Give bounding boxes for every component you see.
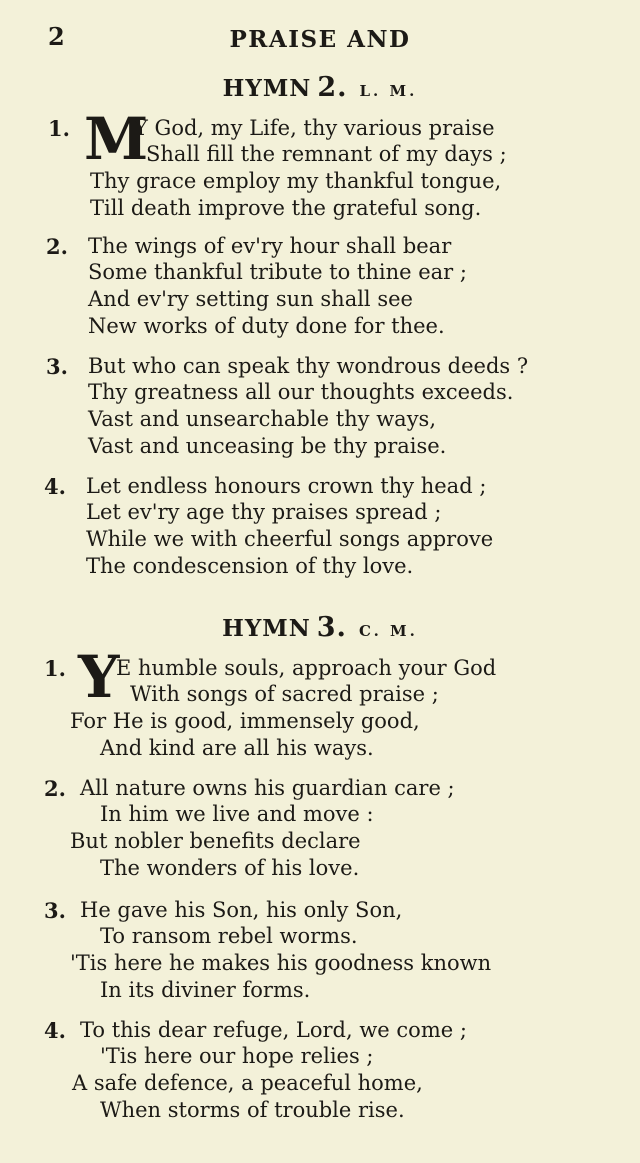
verse-line: New works of duty done for thee.	[88, 314, 445, 338]
verse-line: While we with cheerful songs approve	[86, 527, 494, 551]
page-number: 2	[48, 22, 65, 51]
hymn-meter: C. M.	[358, 622, 418, 640]
verse-line: Shall fill the remnant of my days ;	[146, 142, 507, 166]
verse-line: In its diviner forms.	[100, 978, 311, 1002]
verse-line: Thy greatness all our thoughts exceeds.	[88, 380, 514, 404]
hymn-title	[0, 612, 640, 643]
verse-line: 'Tis here he makes his goodness known	[70, 951, 492, 975]
verse-line: Vast and unceasing be thy praise.	[88, 434, 447, 458]
verse-line: He gave his Son, his only Son,	[80, 898, 403, 922]
verse-line: For He is good, immensely good,	[70, 709, 420, 733]
stanza-number: 2.	[44, 776, 66, 801]
hymn-label: HYMN	[222, 615, 311, 642]
verse-line: Till death improve the grateful song.	[90, 196, 482, 220]
stanza-number: 4.	[44, 474, 66, 499]
verse-line: And ev'ry setting sun shall see	[88, 287, 413, 311]
stanza-number: 3.	[44, 898, 66, 923]
stanza-number: 2.	[46, 234, 68, 259]
verse-line: All nature owns his guardian care ;	[80, 776, 455, 800]
stanza-number: 1.	[48, 116, 70, 141]
hymn-label: HYMN	[222, 75, 312, 102]
running-title: PRAISE AND	[229, 26, 411, 53]
verse-line: The wonders of his love.	[100, 856, 360, 880]
verse-line: But nobler benefits declare	[70, 829, 361, 853]
verse-line: A safe defence, a peaceful home,	[72, 1071, 423, 1095]
verse-line: 'Tis here our hope relies ;	[100, 1044, 374, 1068]
hymn-title	[0, 72, 640, 103]
verse-line: But who can speak thy wondrous deeds ?	[88, 354, 529, 378]
verse-line: E humble souls, approach your God	[116, 656, 497, 680]
hymn-number: 3.	[316, 612, 347, 643]
verse-line: To ransom rebel worms.	[100, 924, 358, 948]
verse-line: Y God, my Life, thy various praise	[134, 116, 495, 140]
verse-line: To this dear refuge, Lord, we come ;	[80, 1018, 467, 1042]
drop-cap: M	[84, 105, 149, 173]
stanza-number: 4.	[44, 1018, 66, 1043]
hymn-number: 2.	[317, 72, 348, 103]
verse-line: When storms of trouble rise.	[100, 1098, 405, 1122]
verse-line: And kind are all his ways.	[100, 736, 374, 760]
drop-cap: Y	[78, 643, 120, 711]
verse-line: Some thankful tribute to thine ear ;	[88, 260, 467, 284]
hymn-meter: L. M.	[359, 82, 418, 100]
verse-line: Let endless honours crown thy head ;	[86, 474, 487, 498]
verse-line: The wings of ev'ry hour shall bear	[88, 234, 452, 258]
stanza-number: 3.	[46, 354, 68, 379]
verse-line: With songs of sacred praise ;	[130, 682, 439, 706]
verse-line: The condescension of thy love.	[86, 554, 414, 578]
verse-line: Vast and unsearchable thy ways,	[88, 407, 437, 431]
verse-line: Thy grace employ my thankful tongue,	[90, 169, 502, 193]
verse-line: Let ev'ry age thy praises spread ;	[86, 500, 442, 524]
verse-line: In him we live and move :	[100, 802, 374, 826]
stanza-number: 1.	[44, 656, 66, 681]
